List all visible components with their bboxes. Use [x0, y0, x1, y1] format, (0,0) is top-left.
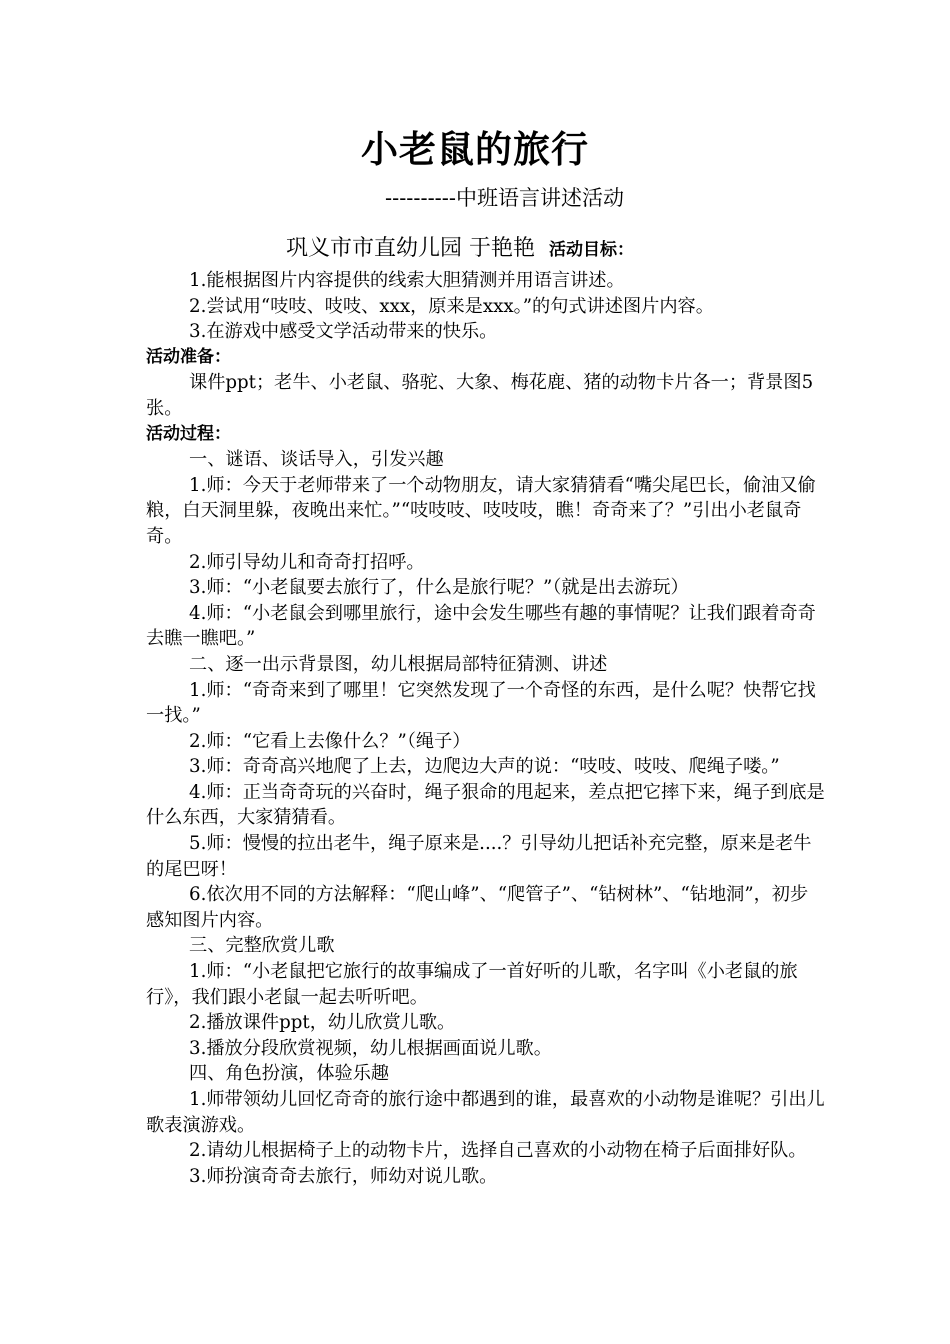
- process-step: 4.师：正当奇奇玩的兴奋时，绳子狠命的甩起来，差点把它摔下来，绳子到底是什么东西，大家猜猜看。: [146, 781, 825, 829]
- author-name: 巩义市市直幼儿园 于艳艳: [286, 236, 535, 261]
- process-step: 4.师：“小老鼠会到哪里旅行，途中会发生哪些有趣的事情呢？让我们跟着奇奇去瞧一瞧吧。”: [146, 602, 816, 650]
- process-step: 2.请幼儿根据椅子上的动物卡片，选择自己喜欢的小动物在椅子后面排好队。: [189, 1140, 807, 1162]
- document-subtitle: ----------中班语言讲述活动: [385, 186, 624, 210]
- process-step: 3.播放分段欣赏视频，幼儿根据画面说儿歌。: [189, 1037, 552, 1059]
- process-step: 2.播放课件ppt，幼儿欣赏儿歌。: [189, 1012, 456, 1034]
- process-section-heading: 三、完整欣赏儿歌: [189, 935, 335, 957]
- objective-item: 2.尝试用“吱吱、吱吱、xxx，原来是xxx。”的句式讲述图片内容。: [189, 295, 714, 317]
- objective-item: 1.能根据图片内容提供的线索大胆猜测并用语言讲述。: [189, 270, 625, 291]
- objective-item: 3.在游戏中感受文学活动带来的快乐。: [189, 321, 498, 343]
- process-section-heading: 一、谜语、谈话导入，引发兴趣: [189, 449, 444, 471]
- preparation-text: 课件ppt；老牛、小老鼠、骆驼、大象、梅花鹿、猪的动物卡片各一；背景图5张。: [146, 372, 814, 419]
- process-step: 3.师：奇奇高兴地爬了上去，边爬边大声的说：“吱吱、吱吱、爬绳子喽。”: [189, 756, 780, 778]
- process-step: 1.师：今天于老师带来了一个动物朋友，请大家猜猜看“嘴尖尾巴长，偷油又偷粮，白天洞里躲，夜晚出来忙。”“吱吱吱、吱吱吱，瞧！奇奇来了？”引出小老鼠奇奇。: [146, 474, 816, 547]
- process-heading: 活动过程：: [146, 423, 231, 444]
- process-section-heading: 四、角色扮演，体验乐趣: [189, 1063, 390, 1085]
- document-title: 小老鼠的旅行: [361, 128, 589, 171]
- process-section-heading: 二、逐一出示背景图，幼儿根据局部特征猜测、讲述: [189, 653, 608, 675]
- process-step: 1.师：“小老鼠把它旅行的故事编成了一首好听的儿歌，名字叫《小老鼠的旅行》，我们跟小老鼠一起去听听吧。: [146, 961, 798, 1008]
- process-step: 5.师：慢慢的拉出老牛，绳子原来是....？引导幼儿把话补充完整，原来是老牛的尾巴呀！: [146, 833, 812, 880]
- process-step: 2.师引导幼儿和奇奇打招呼。: [189, 551, 425, 573]
- document-body: [146, 268, 826, 1189]
- author-line: [286, 234, 634, 265]
- process-step: 3.师：“小老鼠要去旅行了，什么是旅行呢？”（就是出去游玩）: [189, 577, 689, 599]
- process-step: 6.依次用不同的方法解释：“爬山峰”、“爬管子”、“钻树林”、“钻地洞”，初步感知图片内容。: [146, 884, 809, 931]
- process-step: 1.师：“奇奇来到了哪里！它突然发现了一个奇怪的东西，是什么呢？快帮它找一找。”: [146, 679, 816, 727]
- preparation-heading: 活动准备：: [146, 346, 231, 367]
- objectives-heading: 活动目标：: [549, 240, 634, 260]
- process-step: 3.师扮演奇奇去旅行，师幼对说儿歌。: [189, 1165, 498, 1187]
- process-step: 2.师：“它看上去像什么？”（绳子）: [189, 730, 471, 752]
- process-step: 1.师带领幼儿回忆奇奇的旅行途中都遇到的谁，最喜欢的小动物是谁呢？引出儿歌表演游戏。: [146, 1089, 825, 1136]
